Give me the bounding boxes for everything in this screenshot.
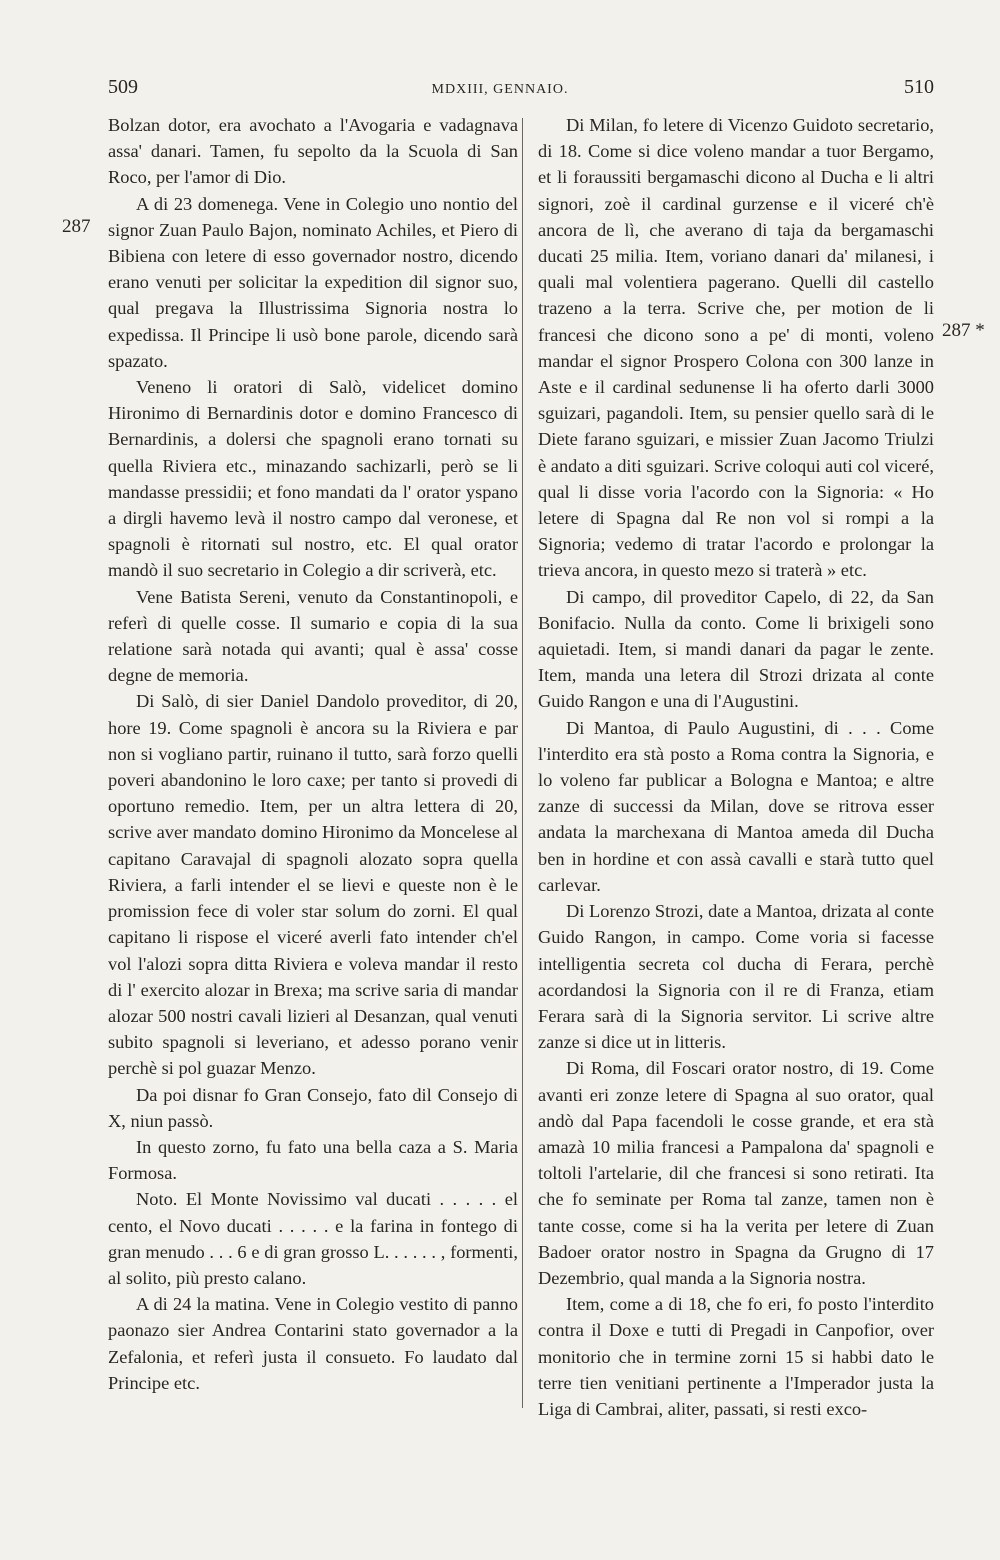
paragraph: Bolzan dotor, era avochato a l'Avogaria e vadagnava assa' danari. Tamen, fu sepolto da la Scuola di San Roco, per l'amor di Dio.: [108, 115, 518, 188]
left-column: [108, 112, 518, 1396]
paragraph: In questo zorno, fu fato una bella caza a S. Maria Formosa.: [108, 1136, 518, 1184]
left-page-number: 509: [108, 76, 138, 98]
running-header: MDXIII, GENNAIO.: [431, 82, 569, 97]
paragraph: Di Roma, dil Foscari orator nostro, di 19. Come avanti eri zonze letere di Spagna al suo orator, qual andò dal Papa facendoli le cosse grande, et era stà amazà 10 milia francesi a Pampalona da' spagnoli e toltoli l'artelarie, dil che francesi si sono retirati. Ita che fo seminate per Roma tal zanze, tamen non è tante cosse, come si ha la verita per letere di Zuan Badoer orator nostro in Spagna da Grugno di 17 Dezembrio, qual manda a la Signoria nostra.: [538, 1058, 934, 1288]
paragraph: Di Salò, di sier Daniel Dandolo proveditor, di 20, hore 19. Come spagnoli è ancora su la Riviera e par non si vogliano partir, ruinano il tutto, sarà forzo quelli poveri abandonino le loro caxe; per tanto si provedi di oportuno remedio. Item, per un altra lettera di 20, scrive aver mandato domino Hironimo da Moncelese al capitano Caravajal di spagnoli alozato sopra quella Riviera, a farli intender el se lievi e queste non è le promission fece di voler star solum do zorni. El qual capitano li rispose el viceré averli fato intender ch'el vol l'alozi sopra ditta Riviera e voleva mandar il resto di l' exercito alozar in Brexa; ma scrive saria di mandar alozar 500 nostri cavali lizieri al Desanzan, qual venuti subito spagnoli si leveriano, et adesso porano venir perchè si pol guazar Menzo.: [108, 691, 518, 1079]
paragraph: Veneno li oratori di Salò, videlicet domino Hironimo di Bernardinis dotor e domino Francesco di Bernardinis, a dolersi che spagnoli erano tornati su quella Riviera etc., minazando sachizarli, però se li mandasse pressidii; et fono mandati da l' orator yspano a dirgli havemo levà il nostro campo dal veronese, et spagnoli è ritornati sul nostro, etc. El qual orator mandò il suo secretario in Colegio a dir scriverà, etc.: [108, 377, 518, 581]
paragraph: Di Milan, fo letere di Vicenzo Guidoto secretario, di 18. Come si dice voleno mandar a tuor Bergamo, et li foraussiti bergamaschi dicono al Ducha e li altri signori, zoè il cardinal gurzense e il viceré ch'è ancora de lì, che averano di taja da bergamaschi ducati 25 milia. Item, voriano danari da' milanesi, i quali mal volentiera pagerano. Quelli dil castello trazeno a la terra. Scrive che, per motion de li francesi che dicono sono a pe' di monti, voleno mandar el signor Prospero Colona con 300 lanze in Aste e il cardinal sedunense li ha oferto darli 3000 sguizari, pagandoli. Item, su pensier quello sarà di le Diete farano sguizari, e missier Zuan Jacomo Triulzi è andato a diti sguizari. Scrive coloqui auti col viceré, qual li disse voria l'acordo con la Signoria: « Ho letere di Spagna dal Re non vol si rompi a la Signoria; vedemo di tratar l'acordo e prolongar la trieva ancora, in questo mezo si traterà » etc.: [538, 115, 934, 581]
paragraph: Noto. El Monte Novissimo val ducati . . . . . el cento, el Novo ducati . . . . . e la farina in fontego di gran menudo . . . 6 e di gran grosso L. . . . . . , formenti, al solito, più presto calano.: [108, 1189, 518, 1288]
column-divider: [522, 118, 523, 1408]
right-column: [538, 112, 934, 1422]
paragraph: Vene Batista Sereni, venuto da Constantinopoli, e referì di quelle cosse. Il sumario e copia di la sua relatione sarà notada qui avanti; qual è assa' cosse degne de memoria.: [108, 586, 518, 686]
paragraph: A di 23 domenega. Vene in Colegio uno nontio del signor Zuan Paulo Bajon, nominato Achiles, et Piero di Bibiena con letere di esso governador nostro, dicendo erano venuti per solicitar la expedition dil signor suo, qual pregava la Illustrissima Signoria nostra lo expedissa. Il Principe li usò bone parole, dicendo sarà spazato.: [108, 193, 518, 371]
paragraph: A di 24 la matina. Vene in Colegio vestito di panno paonazo sier Andrea Contarini stato governador a la Zefalonia, et referì justa il consueto. Fo laudato dal Principe etc.: [108, 1294, 518, 1393]
paragraph: Di campo, dil proveditor Capelo, di 22, da San Bonifacio. Nulla da conto. Come li brixigeli sono aquietadi. Item, si mandi danari da pagar le zente. Item, manda una letera dil Strozi drizata al conte Guido Rangon e una di l'Augustini.: [538, 586, 934, 712]
right-margin-number: 287 *: [942, 320, 985, 341]
paragraph: Di Mantoa, di Paulo Augustini, di . . . Come l'interdito era stà posto a Roma contra la Signoria, e lo voleno far publicar a Bologna e Mantoa; e altre zanze di successi da Milan, dove se ritrova esser andata la marchexana di Mantoa ameda dil Ducha ben in hordine et con assà cavalli e starà tutto quel carlevar.: [538, 717, 934, 895]
left-margin-number: 287: [62, 216, 91, 237]
right-page-number: 510: [904, 76, 934, 98]
paragraph: Da poi disnar fo Gran Consejo, fato dil Consejo di X, niun passò.: [108, 1084, 518, 1131]
paragraph: Item, come a di 18, che fo eri, fo posto l'interdito contra il Doxe e tutti di Pregadi in Canpofior, over monitorio che in termine zorni 15 si habbi dato le terre tien venitiani pertinente a l'Imperador justa la Liga di Cambrai, aliter, passati, si resti exco-: [538, 1294, 934, 1419]
paragraph: Di Lorenzo Strozi, date a Mantoa, drizata al conte Guido Rangon, in campo. Come voria si facesse intelligentia secreta col ducha di Ferara, perchè acordandosi la Signoria con il re di Franza, etiam Ferara sarà di la Signoria servitor. Li scrive altre zanze si dice ut in litteris.: [538, 901, 934, 1053]
